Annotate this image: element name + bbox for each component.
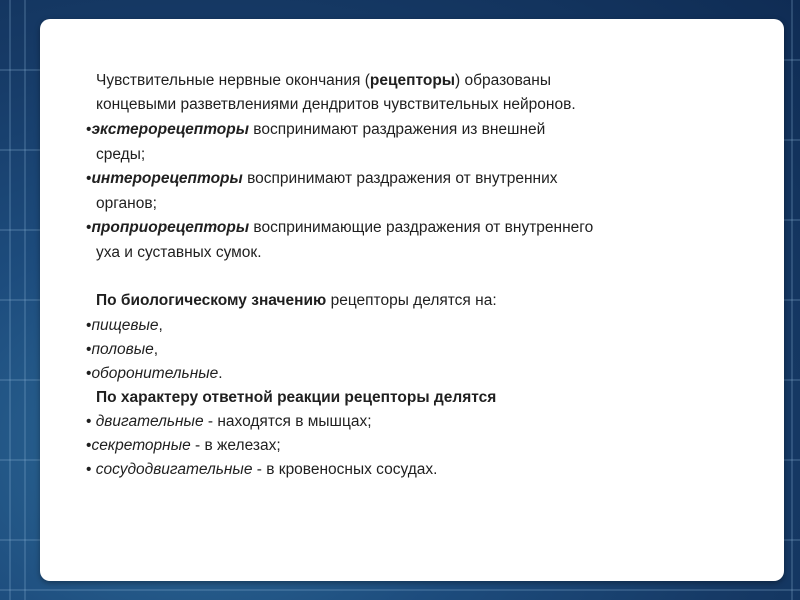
bullet: • [86, 365, 92, 382]
biological-heading-text: рецепторы делятся на: [326, 292, 497, 309]
list-item-continuation [96, 241, 262, 265]
response-heading [96, 386, 496, 410]
list-item-vasomotor [86, 458, 437, 482]
item-punct: . [218, 365, 223, 382]
item-punct: , [153, 341, 159, 358]
bullet: • [86, 317, 92, 334]
intro-text-end: ) образованы [455, 72, 551, 89]
list-item-secretory [86, 434, 281, 458]
item-text: воспринимают раздражения от внутренних [242, 170, 558, 187]
list-item-continuation [96, 192, 157, 216]
list-item-sexual [86, 338, 158, 362]
item-continuation: уха и суставных сумок. [96, 244, 262, 261]
bullet: • [86, 219, 92, 236]
bullet: • [86, 341, 92, 358]
list-item-exteroreceptors [86, 118, 545, 142]
intro-text-2: концевыми разветвлениями дендритов чувствительных нейронов. [96, 96, 576, 113]
item-text: - находятся в мышцах; [203, 413, 372, 430]
term-food: пищевые [91, 317, 159, 334]
bullet: • [86, 121, 92, 138]
term-vasomotor: сосудодвигательные [91, 461, 253, 478]
response-heading-text: По характеру ответной реакции рецепторы делятся [96, 389, 497, 406]
item-text: воспринимающие раздражения от внутреннего [249, 219, 594, 236]
intro-term-receptors: рецепторы [369, 72, 456, 89]
item-continuation: среды; [96, 146, 146, 163]
list-item-interoreceptors [86, 167, 557, 191]
list-item-motor [86, 410, 372, 434]
bullet: • [86, 170, 92, 187]
item-punct: , [158, 317, 163, 334]
slide-content [40, 0, 784, 562]
term-interoreceptors: интерорецепторы [91, 170, 243, 187]
list-item-defensive [86, 362, 223, 386]
item-text: - в железах; [190, 437, 281, 454]
intro-line-1 [96, 69, 551, 93]
term-proprioreceptors: проприорецепторы [91, 219, 250, 236]
item-text: воспринимают раздражения из внешней [248, 121, 546, 138]
bullet: • [86, 461, 92, 478]
item-text: - в кровеносных сосудах. [252, 461, 438, 478]
list-item-proprioreceptors [86, 216, 593, 240]
bullet: • [86, 413, 92, 430]
term-secretory: секреторные [91, 437, 191, 454]
biological-heading-bold: По биологическому значению [96, 292, 327, 309]
intro-text: Чувствительные нервные окончания ( [96, 72, 370, 89]
term-motor: двигательные [91, 413, 204, 430]
intro-line-2 [96, 93, 576, 117]
list-item-food [86, 314, 163, 338]
list-item-continuation [96, 143, 145, 167]
term-exteroreceptors: экстерорецепторы [91, 121, 249, 138]
bullet: • [86, 437, 92, 454]
biological-heading [96, 289, 497, 313]
item-continuation: органов; [96, 195, 157, 212]
term-defensive: оборонительные [91, 365, 219, 382]
term-sexual: половые [91, 341, 154, 358]
